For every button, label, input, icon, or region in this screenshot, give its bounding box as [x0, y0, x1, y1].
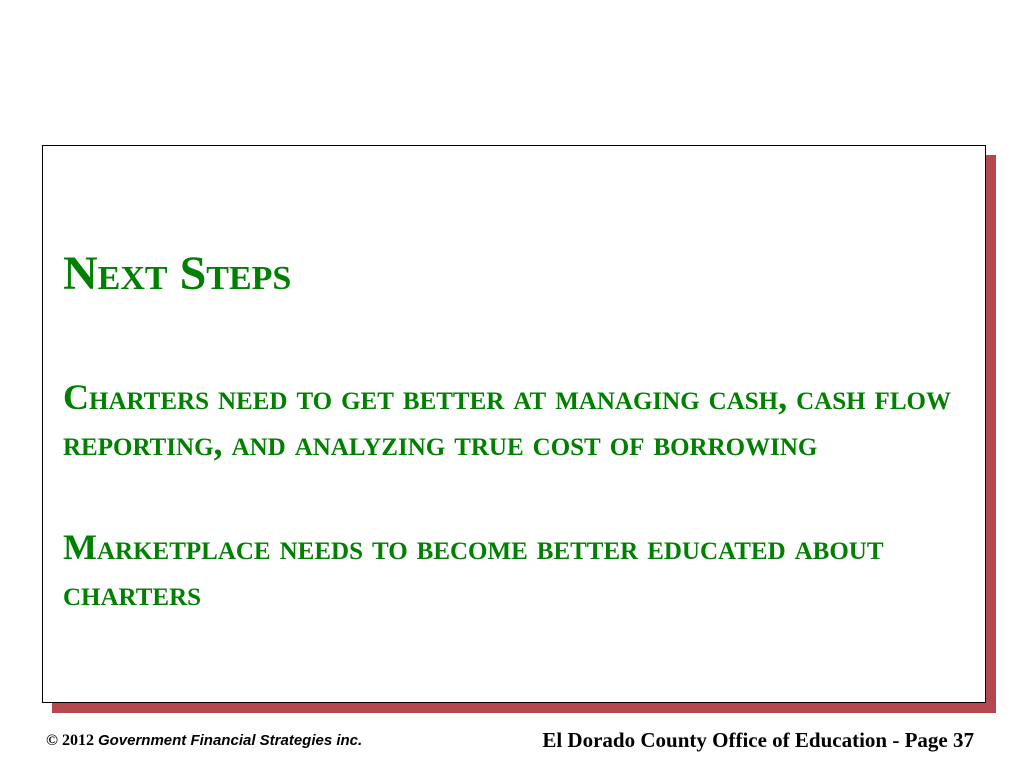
content-box — [42, 145, 986, 703]
paragraph-charters: Charters need to get better at managing cash, cash flow reporting, and analyzing true cost of borrowing — [63, 377, 951, 463]
copyright-text: © 2012 — [46, 732, 94, 749]
slide-content — [63, 244, 955, 616]
footer-copyright — [46, 732, 362, 750]
paragraph-marketplace: Marketplace needs to become better educated about charters — [63, 527, 884, 613]
slide-heading: Next Steps — [63, 247, 292, 300]
footer-page-info: El Dorado County Office of Education - Page 37 — [542, 728, 974, 752]
company-name: Government Financial Strategies inc. — [97, 732, 363, 749]
